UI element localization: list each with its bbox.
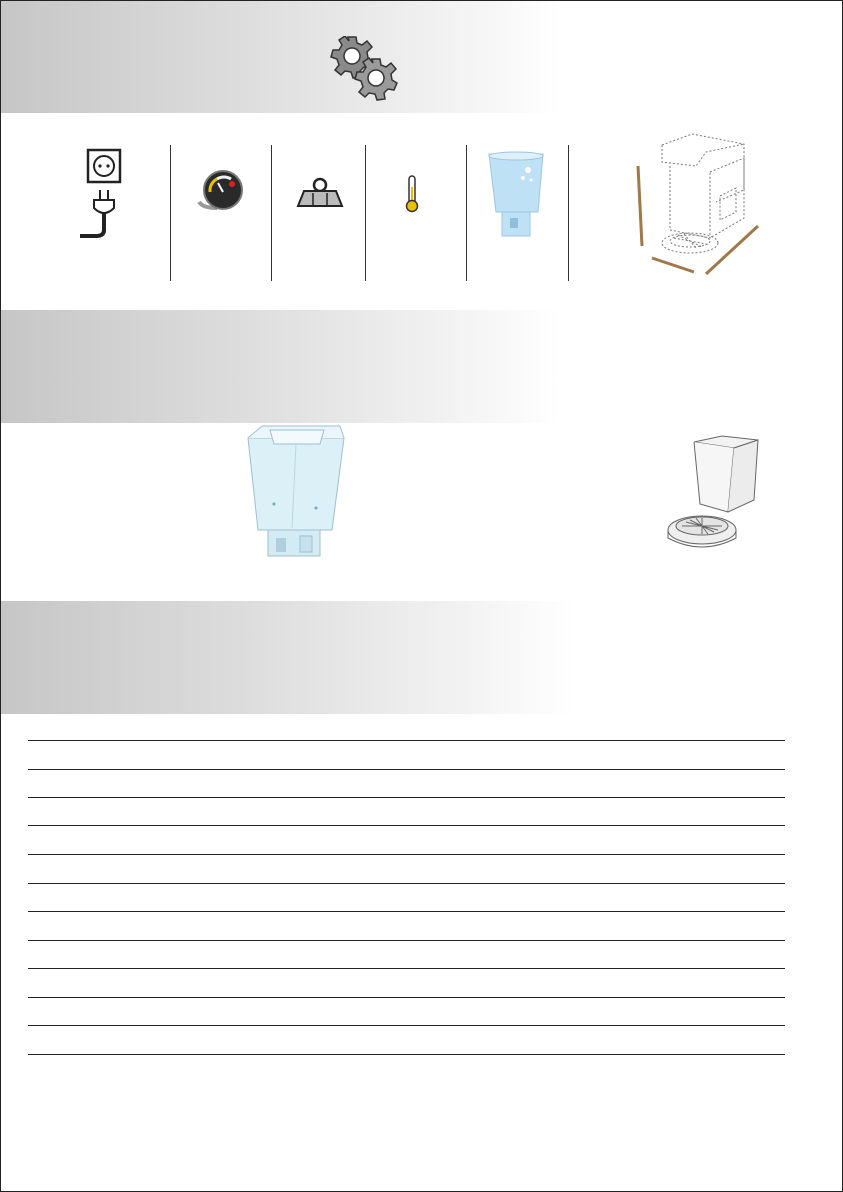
column-divider (466, 145, 467, 281)
water-tank-icon (486, 150, 546, 242)
section-band (1, 310, 561, 423)
column-divider (170, 145, 171, 281)
table-rule (28, 911, 785, 912)
table-rule (28, 940, 785, 941)
table-rule (28, 1054, 785, 1055)
table-rule (28, 854, 785, 855)
column-divider (568, 145, 569, 281)
pressure-gauge-icon (197, 168, 245, 212)
column-divider (271, 145, 272, 281)
section-band (1, 601, 576, 714)
drip-tray-image (666, 434, 766, 564)
table-rule (28, 797, 785, 798)
thermometer-icon (405, 175, 419, 213)
table-rule (28, 769, 785, 770)
machine-dimensions-icon (632, 130, 764, 280)
table-rule (28, 883, 785, 884)
power-plug-icon (76, 148, 132, 240)
column-divider (365, 145, 366, 281)
table-rule (28, 997, 785, 998)
settings-gears-icon (330, 36, 402, 102)
table-rule (28, 968, 785, 969)
water-tank-image (244, 424, 348, 570)
header-band (1, 1, 561, 113)
table-rule (28, 740, 785, 741)
weight-icon (296, 177, 344, 209)
table-rule (28, 825, 785, 826)
table-rule (28, 1025, 785, 1026)
